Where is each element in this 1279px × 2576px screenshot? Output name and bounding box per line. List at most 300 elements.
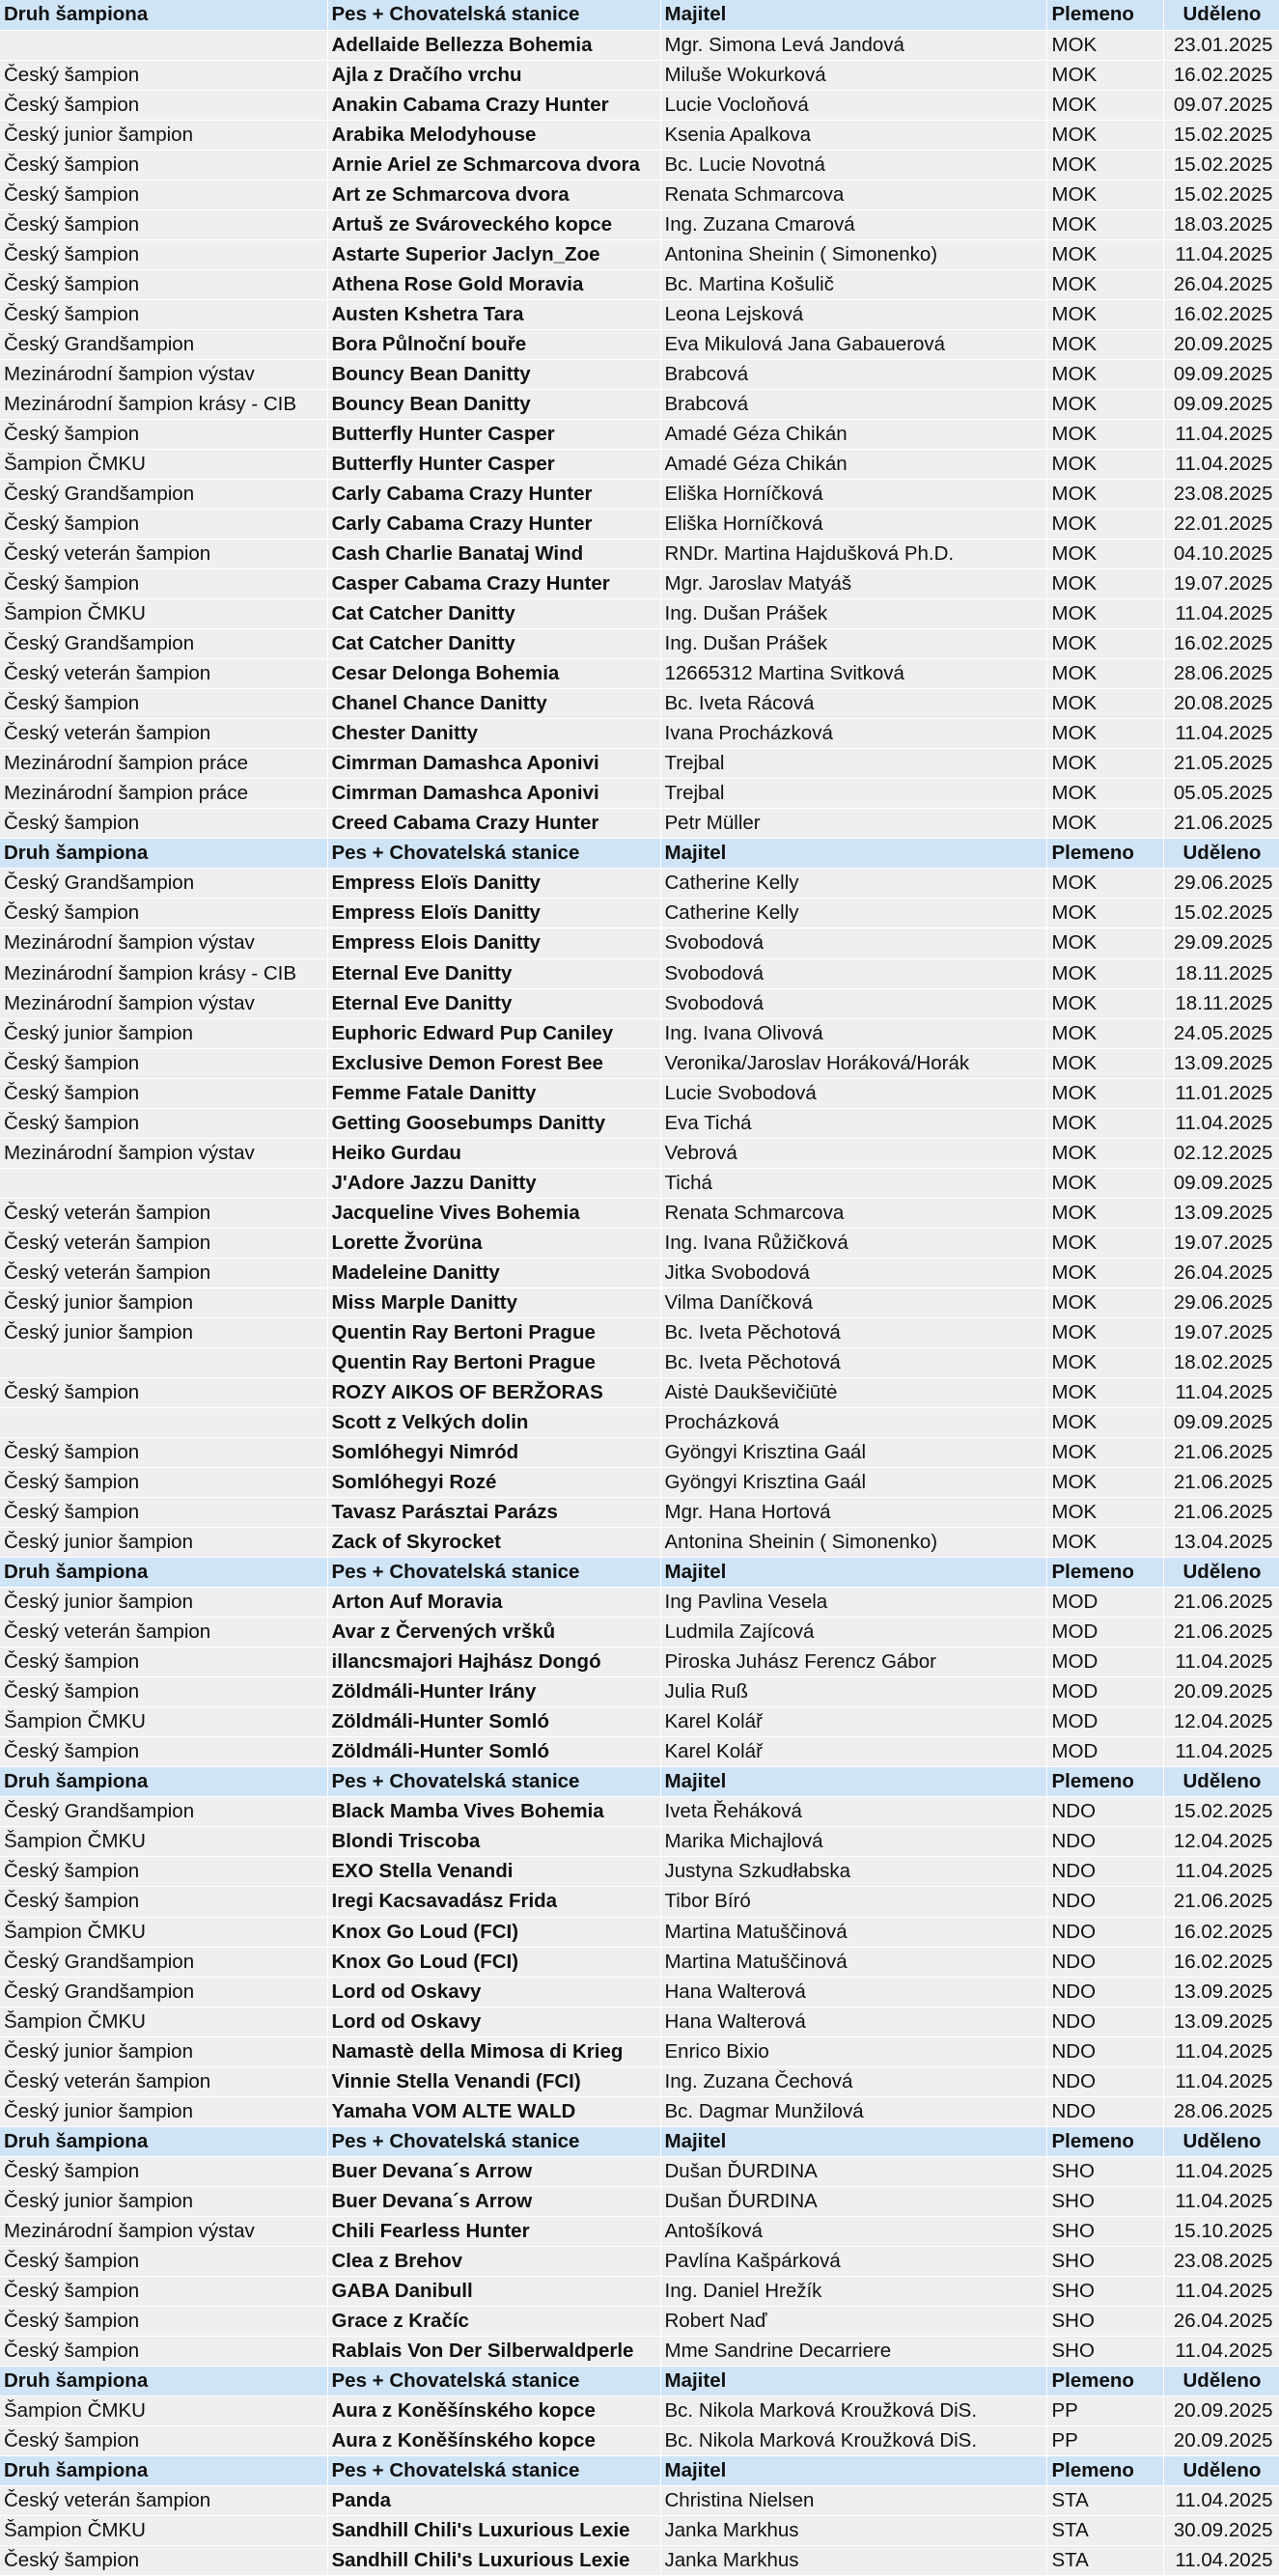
table-row	[0, 30, 1279, 60]
date-cell: 11.04.2025	[1163, 1857, 1279, 1887]
owner-cell: Svobodová	[660, 958, 1046, 988]
champion-type-cell: Český šampion	[0, 299, 327, 329]
dog-name-cell: Eternal Eve Danitty	[327, 988, 660, 1018]
breed-cell: MOK	[1046, 60, 1163, 90]
champion-type-cell: Český veterán šampion	[0, 540, 327, 569]
dog-name-cell: Zöldmáli-Hunter Somló	[327, 1707, 660, 1737]
champion-type-cell: Český Grandšampion	[0, 1977, 327, 2007]
dog-name-cell: Scott z Velkých dolin	[327, 1407, 660, 1437]
dog-name-cell: Cash Charlie Banataj Wind	[327, 540, 660, 569]
dog-name-cell: Bora Půlnoční bouře	[327, 329, 660, 359]
table-row	[0, 719, 1279, 749]
breed-cell: MOK	[1046, 299, 1163, 329]
table-row	[0, 1797, 1279, 1827]
header-awarded: Uděleno	[1163, 0, 1279, 30]
dog-name-cell: Ajla z Dračího vrchu	[327, 60, 660, 90]
owner-cell: Catherine Kelly	[660, 899, 1046, 928]
date-cell: 11.04.2025	[1163, 2186, 1279, 2216]
dog-name-cell: illancsmajori Hajhász Dongó	[327, 1648, 660, 1677]
date-cell: 21.06.2025	[1163, 1588, 1279, 1618]
date-cell: 16.02.2025	[1163, 629, 1279, 659]
breed-cell: MOK	[1046, 209, 1163, 239]
owner-cell: Ing. Zuzana Cmarová	[660, 209, 1046, 239]
dog-name-cell: Sandhill Chili's Luxurious Lexie	[327, 2546, 660, 2576]
champion-type-cell: Český šampion	[0, 510, 327, 540]
dog-name-cell: Femme Fatale Danitty	[327, 1078, 660, 1108]
champion-type-cell: Český šampion	[0, 180, 327, 209]
table-row	[0, 180, 1279, 209]
champion-type-cell: Český Grandšampion	[0, 1947, 327, 1977]
champion-type-cell: Český šampion	[0, 419, 327, 449]
owner-cell: Svobodová	[660, 988, 1046, 1018]
breed-cell: SHO	[1046, 2216, 1163, 2246]
table-row	[0, 449, 1279, 479]
table-row	[0, 928, 1279, 958]
header-champion-type: Druh šampiona	[0, 1558, 327, 1588]
champion-type-cell: Český šampion	[0, 2336, 327, 2366]
header-breed: Plemeno	[1046, 839, 1163, 869]
dog-name-cell: Jacqueline Vives Bohemia	[327, 1198, 660, 1228]
date-cell: 11.04.2025	[1163, 1648, 1279, 1677]
date-cell: 20.09.2025	[1163, 2396, 1279, 2426]
breed-cell: SHO	[1046, 2276, 1163, 2306]
header-owner: Majitel	[660, 2456, 1046, 2486]
table-row	[0, 540, 1279, 569]
champion-type-cell: Český junior šampion	[0, 1317, 327, 1347]
breed-cell: MOD	[1046, 1677, 1163, 1707]
date-cell: 16.02.2025	[1163, 1947, 1279, 1977]
date-cell: 20.09.2025	[1163, 1677, 1279, 1707]
owner-cell: Ing. Zuzana Čechová	[660, 2066, 1046, 2096]
table-row	[0, 958, 1279, 988]
breed-cell: MOK	[1046, 269, 1163, 299]
champion-type-cell: Mezinárodní šampion výstav	[0, 928, 327, 958]
champion-type-cell: Český veterán šampion	[0, 1228, 327, 1258]
owner-cell: Mgr. Jaroslav Matyáš	[660, 569, 1046, 599]
champion-type-cell: Český Grandšampion	[0, 480, 327, 510]
date-cell: 22.01.2025	[1163, 510, 1279, 540]
table-row	[0, 749, 1279, 779]
header-row	[0, 1558, 1279, 1588]
breed-cell: MOD	[1046, 1618, 1163, 1648]
header-owner: Majitel	[660, 0, 1046, 30]
date-cell: 21.06.2025	[1163, 809, 1279, 839]
champion-type-cell: Český šampion	[0, 209, 327, 239]
date-cell: 11.04.2025	[1163, 2036, 1279, 2066]
champion-type-cell: Český Grandšampion	[0, 329, 327, 359]
dog-name-cell: Tavasz Parásztai Parázs	[327, 1498, 660, 1528]
date-cell: 13.09.2025	[1163, 1198, 1279, 1228]
champion-type-cell	[0, 1347, 327, 1377]
owner-cell: Ing Pavlina Vesela	[660, 1588, 1046, 1618]
dog-name-cell: Aura z Koněšínského kopce	[327, 2426, 660, 2456]
breed-cell: SHO	[1046, 2336, 1163, 2366]
owner-cell: Antonina Sheinin ( Simonenko)	[660, 239, 1046, 269]
champion-type-cell: Mezinárodní šampion práce	[0, 749, 327, 779]
table-row	[0, 2516, 1279, 2546]
breed-cell: MOK	[1046, 599, 1163, 629]
champion-type-cell: Český šampion	[0, 60, 327, 90]
table-row	[0, 2276, 1279, 2306]
owner-cell: Ing. Ivana Růžičková	[660, 1228, 1046, 1258]
date-cell: 11.04.2025	[1163, 1737, 1279, 1767]
table-row	[0, 269, 1279, 299]
dog-name-cell: Lord od Oskavy	[327, 2007, 660, 2036]
dog-name-cell: Iregi Kacsavadász Frida	[327, 1887, 660, 1917]
owner-cell: Petr Müller	[660, 809, 1046, 839]
owner-cell: Piroska Juhász Ferencz Gábor	[660, 1648, 1046, 1677]
header-row	[0, 1767, 1279, 1797]
breed-cell: MOK	[1046, 389, 1163, 419]
owner-cell: Lucie Vocloňová	[660, 90, 1046, 120]
breed-cell: STA	[1046, 2546, 1163, 2576]
dog-name-cell: GABA Danibull	[327, 2276, 660, 2306]
champion-type-cell: Šampion ČMKU	[0, 1917, 327, 1947]
champion-type-cell: Český šampion	[0, 1438, 327, 1468]
dog-name-cell: Knox Go Loud (FCI)	[327, 1917, 660, 1947]
date-cell: 16.02.2025	[1163, 1917, 1279, 1947]
champion-type-cell	[0, 1168, 327, 1198]
dog-name-cell: Cesar Delonga Bohemia	[327, 659, 660, 689]
owner-cell: Bc. Nikola Marková Kroužková DiS.	[660, 2396, 1046, 2426]
date-cell: 11.04.2025	[1163, 599, 1279, 629]
breed-cell: MOK	[1046, 1288, 1163, 1317]
table-row	[0, 2216, 1279, 2246]
owner-cell: Lucie Svobodová	[660, 1078, 1046, 1108]
breed-cell: NDO	[1046, 2007, 1163, 2036]
dog-name-cell: Empress Elois Danitty	[327, 928, 660, 958]
breed-cell: MOK	[1046, 659, 1163, 689]
breed-cell: MOK	[1046, 1048, 1163, 1078]
owner-cell: Dušan ĎURDINA	[660, 2186, 1046, 2216]
owner-cell: Renata Schmarcova	[660, 180, 1046, 209]
header-row	[0, 839, 1279, 869]
champion-type-cell: Šampion ČMKU	[0, 1707, 327, 1737]
header-breed: Plemeno	[1046, 1767, 1163, 1797]
header-breed: Plemeno	[1046, 2456, 1163, 2486]
owner-cell: Vebrová	[660, 1138, 1046, 1168]
breed-cell: SHO	[1046, 2156, 1163, 2186]
table-row	[0, 2036, 1279, 2066]
dog-name-cell: Eternal Eve Danitty	[327, 958, 660, 988]
table-row	[0, 1498, 1279, 1528]
date-cell: 05.05.2025	[1163, 779, 1279, 809]
dog-name-cell: Euphoric Edward Pup Caniley	[327, 1018, 660, 1048]
header-owner: Majitel	[660, 2126, 1046, 2156]
table-row	[0, 1827, 1279, 1857]
dog-name-cell: Aura z Koněšínského kopce	[327, 2396, 660, 2426]
header-dog-kennel: Pes + Chovatelská stanice	[327, 2456, 660, 2486]
dog-name-cell: Zöldmáli-Hunter Somló	[327, 1737, 660, 1767]
dog-name-cell: Lorette Žvorüna	[327, 1228, 660, 1258]
date-cell: 11.04.2025	[1163, 2156, 1279, 2186]
date-cell: 18.11.2025	[1163, 988, 1279, 1018]
table-row	[0, 1258, 1279, 1288]
table-row	[0, 1588, 1279, 1618]
breed-cell: MOK	[1046, 1468, 1163, 1498]
breed-cell: MOK	[1046, 629, 1163, 659]
breed-cell: MOK	[1046, 359, 1163, 389]
table-row	[0, 659, 1279, 689]
owner-cell: Gyöngyi Krisztina Gaál	[660, 1468, 1046, 1498]
date-cell: 29.06.2025	[1163, 1288, 1279, 1317]
table-row	[0, 1528, 1279, 1558]
header-champion-type: Druh šampiona	[0, 2126, 327, 2156]
champion-type-cell: Český veterán šampion	[0, 1258, 327, 1288]
champion-type-cell: Mezinárodní šampion práce	[0, 779, 327, 809]
breed-cell: MOK	[1046, 569, 1163, 599]
dog-name-cell: Lord od Oskavy	[327, 1977, 660, 2007]
breed-cell: MOK	[1046, 449, 1163, 479]
table-row	[0, 689, 1279, 719]
owner-cell: Mme Sandrine Decarriere	[660, 2336, 1046, 2366]
date-cell: 11.04.2025	[1163, 2066, 1279, 2096]
owner-cell: Aistė Daukševičiūtė	[660, 1377, 1046, 1407]
owner-cell: Martina Matuščinová	[660, 1947, 1046, 1977]
table-row	[0, 1438, 1279, 1468]
dog-name-cell: Somlóhegyi Rozé	[327, 1468, 660, 1498]
date-cell: 20.09.2025	[1163, 329, 1279, 359]
dog-name-cell: Zack of Skyrocket	[327, 1528, 660, 1558]
date-cell: 21.06.2025	[1163, 1468, 1279, 1498]
champion-type-cell: Český šampion	[0, 239, 327, 269]
dog-name-cell: Miss Marple Danitty	[327, 1288, 660, 1317]
champion-type-cell: Český šampion	[0, 2246, 327, 2276]
dog-name-cell: Austen Kshetra Tara	[327, 299, 660, 329]
champion-type-cell: Český šampion	[0, 569, 327, 599]
date-cell: 15.02.2025	[1163, 899, 1279, 928]
table-row	[0, 1198, 1279, 1228]
owner-cell: Janka Markhus	[660, 2546, 1046, 2576]
champion-type-cell: Český šampion	[0, 1377, 327, 1407]
date-cell: 11.04.2025	[1163, 2546, 1279, 2576]
breed-cell: MOK	[1046, 809, 1163, 839]
table-row	[0, 60, 1279, 90]
table-row	[0, 1857, 1279, 1887]
champion-type-cell	[0, 30, 327, 60]
owner-cell: Catherine Kelly	[660, 869, 1046, 899]
date-cell: 13.09.2025	[1163, 2007, 1279, 2036]
table-row	[0, 1917, 1279, 1947]
champion-type-cell: Šampion ČMKU	[0, 2516, 327, 2546]
header-dog-kennel: Pes + Chovatelská stanice	[327, 839, 660, 869]
owner-cell: Procházková	[660, 1407, 1046, 1437]
table-row	[0, 419, 1279, 449]
date-cell: 13.09.2025	[1163, 1977, 1279, 2007]
date-cell: 28.06.2025	[1163, 659, 1279, 689]
header-owner: Majitel	[660, 1767, 1046, 1797]
breed-cell: NDO	[1046, 2096, 1163, 2126]
owner-cell: Eliška Horníčková	[660, 480, 1046, 510]
date-cell: 20.08.2025	[1163, 689, 1279, 719]
breed-cell: MOK	[1046, 329, 1163, 359]
breed-cell: MOK	[1046, 1498, 1163, 1528]
breed-cell: MOK	[1046, 899, 1163, 928]
owner-cell: Gyöngyi Krisztina Gaál	[660, 1438, 1046, 1468]
dog-name-cell: Empress Eloïs Danitty	[327, 869, 660, 899]
date-cell: 11.01.2025	[1163, 1078, 1279, 1108]
date-cell: 11.04.2025	[1163, 2276, 1279, 2306]
champion-type-cell: Český šampion	[0, 1737, 327, 1767]
header-champion-type: Druh šampiona	[0, 2366, 327, 2396]
owner-cell: Trejbal	[660, 749, 1046, 779]
breed-cell: MOK	[1046, 1438, 1163, 1468]
header-row	[0, 2126, 1279, 2156]
table-row	[0, 209, 1279, 239]
breed-cell: MOK	[1046, 958, 1163, 988]
champion-type-cell: Český veterán šampion	[0, 2486, 327, 2516]
champion-type-cell: Český šampion	[0, 1887, 327, 1917]
owner-cell: Ing. Dušan Prášek	[660, 599, 1046, 629]
champion-type-cell: Český Grandšampion	[0, 869, 327, 899]
table-row	[0, 2486, 1279, 2516]
date-cell: 09.09.2025	[1163, 359, 1279, 389]
date-cell: 11.04.2025	[1163, 419, 1279, 449]
table-row	[0, 569, 1279, 599]
champion-type-cell: Český junior šampion	[0, 1588, 327, 1618]
champion-type-cell: Český veterán šampion	[0, 1198, 327, 1228]
champion-type-cell: Český šampion	[0, 1468, 327, 1498]
champion-type-cell: Český šampion	[0, 2426, 327, 2456]
owner-cell: Ing. Daniel Hrežík	[660, 2276, 1046, 2306]
header-breed: Plemeno	[1046, 2366, 1163, 2396]
owner-cell: Karel Kolář	[660, 1707, 1046, 1737]
header-awarded: Uděleno	[1163, 1767, 1279, 1797]
breed-cell: MOK	[1046, 719, 1163, 749]
owner-cell: Hana Walterová	[660, 1977, 1046, 2007]
table-row	[0, 510, 1279, 540]
dog-name-cell: Buer Devana´s Arrow	[327, 2156, 660, 2186]
owner-cell: Christina Nielsen	[660, 2486, 1046, 2516]
champion-type-cell: Mezinárodní šampion výstav	[0, 1138, 327, 1168]
header-owner: Majitel	[660, 839, 1046, 869]
dog-name-cell: Butterfly Hunter Casper	[327, 419, 660, 449]
date-cell: 21.06.2025	[1163, 1438, 1279, 1468]
dog-name-cell: Arabika Melodyhouse	[327, 120, 660, 150]
breed-cell: NDO	[1046, 1797, 1163, 1827]
dog-name-cell: Vinnie Stella Venandi (FCI)	[327, 2066, 660, 2096]
dog-name-cell: Grace z Kračíc	[327, 2306, 660, 2336]
table-row	[0, 1228, 1279, 1258]
table-row	[0, 2186, 1279, 2216]
breed-cell: MOK	[1046, 419, 1163, 449]
date-cell: 11.04.2025	[1163, 2486, 1279, 2516]
owner-cell: Dušan ĎURDINA	[660, 2156, 1046, 2186]
table-row	[0, 239, 1279, 269]
breed-cell: SHO	[1046, 2306, 1163, 2336]
header-champion-type: Druh šampiona	[0, 839, 327, 869]
table-row	[0, 90, 1279, 120]
owner-cell: Amadé Géza Chikán	[660, 449, 1046, 479]
table-row	[0, 1288, 1279, 1317]
header-awarded: Uděleno	[1163, 839, 1279, 869]
dog-name-cell: Cimrman Damashca Aponivi	[327, 749, 660, 779]
breed-cell: PP	[1046, 2426, 1163, 2456]
breed-cell: MOK	[1046, 1168, 1163, 1198]
table-row	[0, 1377, 1279, 1407]
breed-cell: NDO	[1046, 2036, 1163, 2066]
table-row	[0, 1138, 1279, 1168]
dog-name-cell: Astarte Superior Jaclyn_Zoe	[327, 239, 660, 269]
breed-cell: MOK	[1046, 1347, 1163, 1377]
header-row	[0, 0, 1279, 30]
date-cell: 02.12.2025	[1163, 1138, 1279, 1168]
owner-cell: Trejbal	[660, 779, 1046, 809]
dog-name-cell: Heiko Gurdau	[327, 1138, 660, 1168]
date-cell: 09.09.2025	[1163, 389, 1279, 419]
owner-cell: Vilma Daníčková	[660, 1288, 1046, 1317]
date-cell: 09.07.2025	[1163, 90, 1279, 120]
owner-cell: Bc. Lucie Novotná	[660, 150, 1046, 180]
owner-cell: Iveta Řeháková	[660, 1797, 1046, 1827]
owner-cell: Miluše Wokurková	[660, 60, 1046, 90]
champion-type-cell: Český šampion	[0, 90, 327, 120]
dog-name-cell: Bouncy Bean Danitty	[327, 389, 660, 419]
dog-name-cell: Cimrman Damashca Aponivi	[327, 779, 660, 809]
dog-name-cell: Arton Auf Moravia	[327, 1588, 660, 1618]
date-cell: 15.02.2025	[1163, 150, 1279, 180]
breed-cell: MOK	[1046, 1377, 1163, 1407]
date-cell: 26.04.2025	[1163, 269, 1279, 299]
date-cell: 16.02.2025	[1163, 299, 1279, 329]
dog-name-cell: Getting Goosebumps Danitty	[327, 1108, 660, 1138]
date-cell: 11.04.2025	[1163, 449, 1279, 479]
owner-cell: Karel Kolář	[660, 1737, 1046, 1767]
table-row	[0, 1018, 1279, 1048]
table-row	[0, 1887, 1279, 1917]
header-dog-kennel: Pes + Chovatelská stanice	[327, 2126, 660, 2156]
date-cell: 13.09.2025	[1163, 1048, 1279, 1078]
dog-name-cell: Chester Danitty	[327, 719, 660, 749]
breed-cell: NDO	[1046, 1827, 1163, 1857]
header-dog-kennel: Pes + Chovatelská stanice	[327, 1767, 660, 1797]
dog-name-cell: Black Mamba Vives Bohemia	[327, 1797, 660, 1827]
owner-cell: RNDr. Martina Hajdušková Ph.D.	[660, 540, 1046, 569]
breed-cell: SHO	[1046, 2186, 1163, 2216]
dog-name-cell: Somlóhegyi Nimród	[327, 1438, 660, 1468]
champion-type-cell: Český junior šampion	[0, 2096, 327, 2126]
table-row	[0, 1648, 1279, 1677]
header-awarded: Uděleno	[1163, 2126, 1279, 2156]
champion-type-cell: Český šampion	[0, 1857, 327, 1887]
table-row	[0, 1108, 1279, 1138]
date-cell: 15.02.2025	[1163, 1797, 1279, 1827]
date-cell: 18.02.2025	[1163, 1347, 1279, 1377]
date-cell: 19.07.2025	[1163, 1228, 1279, 1258]
champion-type-cell: Šampion ČMKU	[0, 2007, 327, 2036]
breed-cell: MOK	[1046, 480, 1163, 510]
champion-type-cell: Český junior šampion	[0, 1528, 327, 1558]
champion-type-cell: Šampion ČMKU	[0, 1827, 327, 1857]
dog-name-cell: Namastè della Mimosa di Krieg	[327, 2036, 660, 2066]
dog-name-cell: ROZY AIKOS OF BERŽORAS	[327, 1377, 660, 1407]
dog-name-cell: Chili Fearless Hunter	[327, 2216, 660, 2246]
breed-cell: MOK	[1046, 1528, 1163, 1558]
date-cell: 26.04.2025	[1163, 2306, 1279, 2336]
champion-type-cell: Český junior šampion	[0, 1288, 327, 1317]
date-cell: 20.09.2025	[1163, 2426, 1279, 2456]
champion-type-cell: Šampion ČMKU	[0, 2396, 327, 2426]
owner-cell: Robert Naď	[660, 2306, 1046, 2336]
header-champion-type: Druh šampiona	[0, 0, 327, 30]
table-row	[0, 599, 1279, 629]
champion-type-cell: Mezinárodní šampion výstav	[0, 359, 327, 389]
owner-cell: Bc. Martina Košulič	[660, 269, 1046, 299]
breed-cell: MOK	[1046, 988, 1163, 1018]
table-row	[0, 1347, 1279, 1377]
table-row	[0, 1407, 1279, 1437]
table-row	[0, 389, 1279, 419]
